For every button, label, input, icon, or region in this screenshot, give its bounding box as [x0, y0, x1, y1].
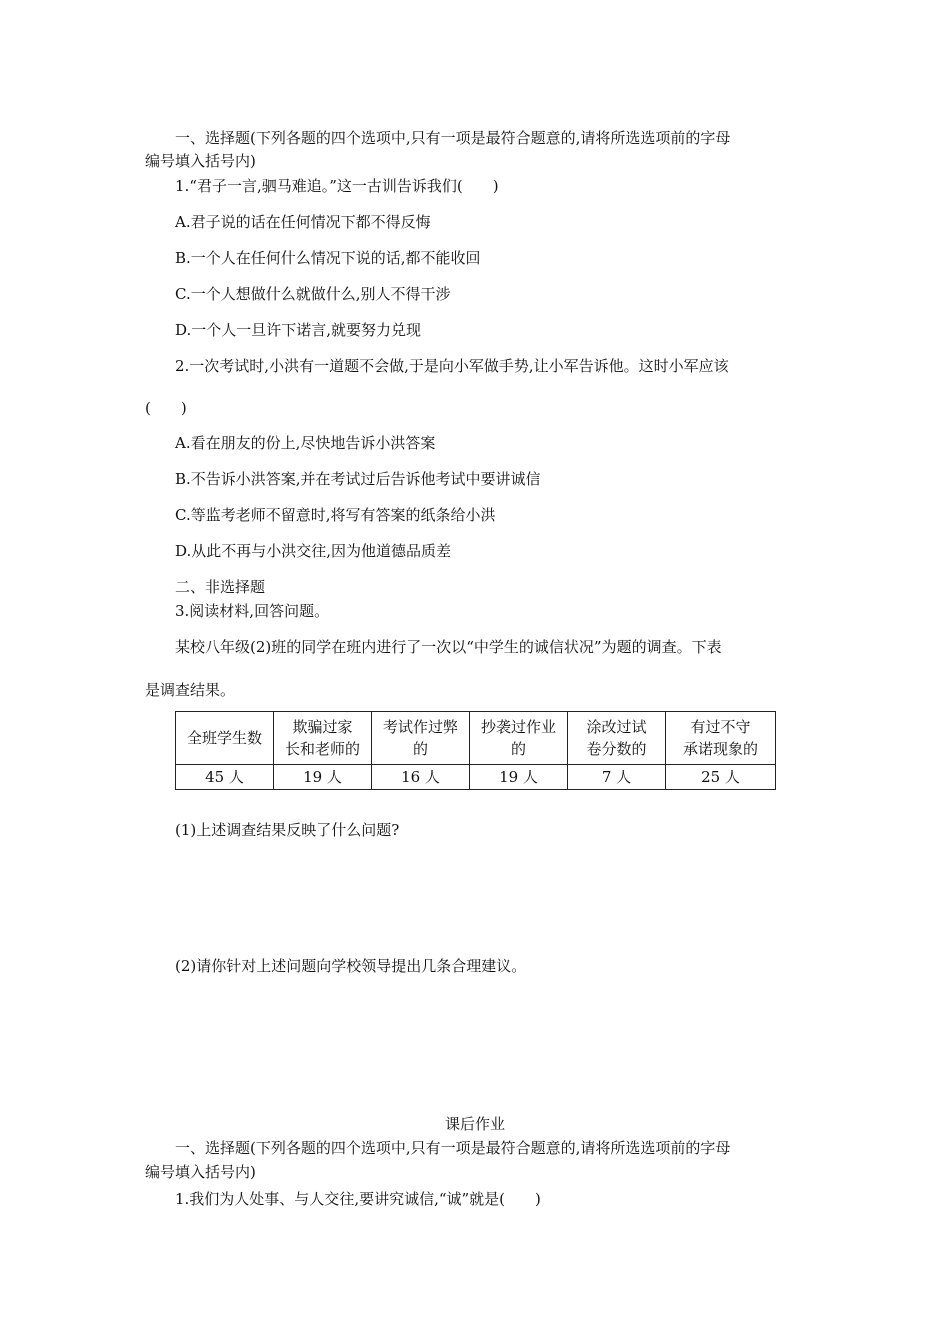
question-1-option-d: D.一个人一旦许下诺言,就要努力兑现 [175, 321, 422, 339]
homework-title: 课后作业 [444, 1115, 505, 1133]
survey-table [175, 711, 776, 790]
question-1-option-c: C.一个人想做什么就做什么,别人不得干涉 [175, 285, 451, 303]
header-total-students: 全班学生数 [176, 712, 274, 765]
question-2-option-d: D.从此不再与小洪交往,因为他道德品质差 [175, 542, 452, 560]
section2-heading: 二、非选择题 [175, 578, 266, 596]
material-text: 某校八年级(2)班的同学在班内进行了一次以“中学生的诚信状况”为题的调查。下表 [175, 638, 722, 656]
sub-question-1: (1)上述调查结果反映了什么问题? [175, 821, 400, 839]
homework-heading: 一、选择题(下列各题的四个选项中,只有一项是最符合题意的,请将所选选项前的字母 [175, 1139, 731, 1157]
value-cheated: 16 人 [372, 765, 470, 790]
question-2-option-b: B.不告诉小洪答案,并在考试过后告诉他考试中要讲诚信 [175, 470, 541, 488]
question-2-stem-cont: ( ) [145, 399, 187, 417]
question-3-stem: 3.阅读材料,回答问题。 [175, 602, 330, 620]
section1-heading: 一、选择题(下列各题的四个选项中,只有一项是最符合题意的,请将所选选项前的字母 [175, 129, 731, 147]
question-2-stem: 2.一次考试时,小洪有一道题不会做,于是向小军做手势,让小军告诉他。这时小军应该 [175, 357, 729, 375]
header-deceived: 欺骗过家 长和老师的 [274, 712, 372, 765]
homework-heading-cont: 编号填入括号内) [145, 1163, 256, 1181]
sub-question-2: (2)请你针对上述问题向学校领导提出几条合理建议。 [175, 957, 527, 975]
header-cheated: 考试作过弊 的 [372, 712, 470, 765]
value-altered-scores: 7 人 [568, 765, 666, 790]
question-2-option-a: A.看在朋友的份上,尽快地告诉小洪答案 [175, 434, 436, 452]
homework-question-1-stem: 1.我们为人处事、与人交往,要讲究诚信,“诚”就是( ) [175, 1190, 541, 1208]
question-1-option-a: A.君子说的话在任何情况下都不得反悔 [175, 213, 431, 231]
table-row [176, 765, 776, 790]
header-altered-scores: 涂改过试 卷分数的 [568, 712, 666, 765]
question-1-option-b: B.一个人在任何什么情况下说的话,都不能收回 [175, 249, 481, 267]
question-1-stem: 1.“君子一言,驷马难追。”这一古训告诉我们( ) [175, 177, 499, 195]
table-header-row [176, 712, 776, 765]
header-broken-promises: 有过不守 承诺现象的 [666, 712, 776, 765]
value-deceived: 19 人 [274, 765, 372, 790]
value-total-students: 45 人 [176, 765, 274, 790]
value-copied: 19 人 [470, 765, 568, 790]
header-copied: 抄袭过作业 的 [470, 712, 568, 765]
section1-heading-cont: 编号填入括号内) [145, 152, 256, 170]
material-text-cont: 是调查结果。 [145, 681, 236, 699]
value-broken-promises: 25 人 [666, 765, 776, 790]
question-2-option-c: C.等监考老师不留意时,将写有答案的纸条给小洪 [175, 506, 496, 524]
